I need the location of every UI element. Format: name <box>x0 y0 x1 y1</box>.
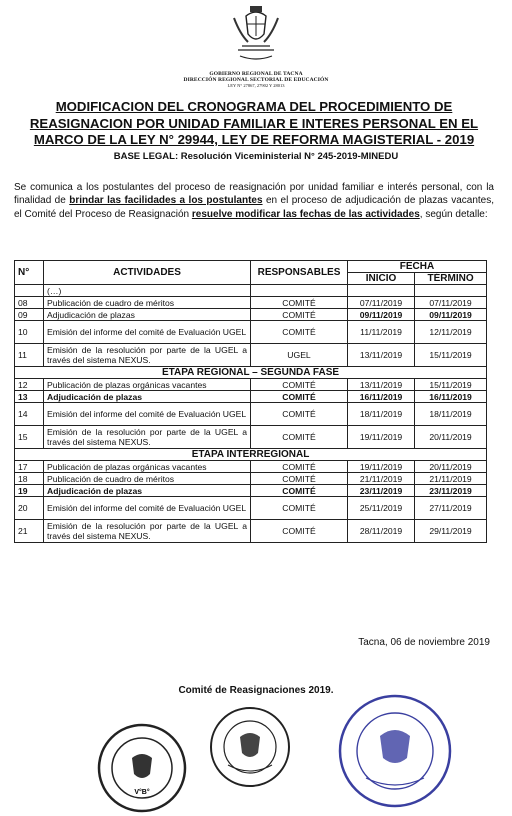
header-org2: DIRECCIÓN REGIONAL SECTORIAL DE EDUCACIÓN <box>183 77 329 83</box>
cell-responsable: COMITÉ <box>251 485 348 497</box>
intro-paragraph: Se comunica a los postulantes del proceso de reasignación por unidad familiar e interés personal, con la finalidad de brindar las facilidades a los postulantes en el proceso de adjudicación de plazas vacantes, el Comité del Proceso de Reasignación resuelve modificar las fechas de las actividades, según detalle: <box>14 182 494 220</box>
cell-activity: Publicación de plazas orgánicas vacantes <box>44 379 251 391</box>
table-row <box>15 321 487 344</box>
cell-inicio: 11/11/2019 <box>348 321 415 344</box>
cell-activity: Emisión de la resolución por parte de la UGEL a través del sistema NEXUS. <box>44 520 251 543</box>
cell-inicio: 16/11/2019 <box>348 391 415 403</box>
date-line: Tacna, 06 de noviembre 2019 <box>358 637 490 648</box>
cell-responsable: COMITÉ <box>251 379 348 391</box>
table-row <box>15 485 487 497</box>
cell-responsable: COMITÉ <box>251 520 348 543</box>
cell-termino: 15/11/2019 <box>415 344 487 367</box>
cell-responsable: COMITÉ <box>251 426 348 449</box>
cell-activity: Publicación de plazas orgánicas vacantes <box>44 461 251 473</box>
stage-row <box>15 449 487 461</box>
cell-no: 17 <box>15 461 44 473</box>
cell-termino: 09/11/2019 <box>415 309 487 321</box>
seal-ugel-icon <box>96 722 188 814</box>
table-row <box>15 379 487 391</box>
cell-termino: 29/11/2019 <box>415 520 487 543</box>
header-law: LEY N° 27867, 27902 Y 28013 <box>227 83 285 88</box>
cell-activity: Adjudicación de plazas <box>44 391 251 403</box>
cell-inicio: 19/11/2019 <box>348 426 415 449</box>
svg-text:V°B°: V°B° <box>134 789 150 796</box>
col-responsables: RESPONSABLES <box>251 261 348 285</box>
cell-activity: Adjudicación de plazas <box>44 485 251 497</box>
seal-gobierno-icon <box>208 705 292 789</box>
schedule-table <box>14 260 487 543</box>
page-title: MODIFICACION DEL CRONOGRAMA DEL PROCEDIMIENTO DE REASIGNACION POR UNIDAD FAMILIAR E INTERES PERSONAL EN EL MARCO DE LA LEY N° 29944, LEY DE REFORMA MAGISTERIAL - 2019 <box>29 99 479 147</box>
table-row <box>15 497 487 520</box>
cell-inicio: 07/11/2019 <box>348 297 415 309</box>
cell-no: 14 <box>15 403 44 426</box>
cell-no: 15 <box>15 426 44 449</box>
cell-inicio: 09/11/2019 <box>348 309 415 321</box>
cell-activity: Emisión del informe del comité de Evaluación UGEL <box>44 403 251 426</box>
signature-line: Comité de Reasignaciones 2019. <box>178 685 334 696</box>
letterhead <box>0 4 512 88</box>
cell-termino: 15/11/2019 <box>415 379 487 391</box>
table-row <box>15 473 487 485</box>
col-fecha: FECHA <box>348 261 487 273</box>
table-row <box>15 344 487 367</box>
stage-row <box>15 367 487 379</box>
seal-dre-icon <box>336 692 454 810</box>
cell-activity: Emisión de la resolución por parte de la UGEL a través del sistema NEXUS. <box>44 426 251 449</box>
cell-no: 18 <box>15 473 44 485</box>
cell-inicio: 13/11/2019 <box>348 344 415 367</box>
cell-activity: Emisión del informe del comité de Evaluación UGEL <box>44 497 251 520</box>
cell-no: 20 <box>15 497 44 520</box>
cell-responsable: COMITÉ <box>251 297 348 309</box>
stage-label: ETAPA REGIONAL – SEGUNDA FASE <box>15 367 487 379</box>
table-row <box>15 461 487 473</box>
cell-responsable: COMITÉ <box>251 403 348 426</box>
cell-responsable: COMITÉ <box>251 309 348 321</box>
cell-no: 12 <box>15 379 44 391</box>
cell-termino: 18/11/2019 <box>415 403 487 426</box>
cell-termino: 21/11/2019 <box>415 473 487 485</box>
table-row <box>15 520 487 543</box>
header-org1: GOBIERNO REGIONAL DE TACNA <box>209 71 303 77</box>
cell-responsable: COMITÉ <box>251 391 348 403</box>
cell-no: 13 <box>15 391 44 403</box>
cell-termino: 12/11/2019 <box>415 321 487 344</box>
table-row <box>15 309 487 321</box>
ellipsis-row: (…) <box>44 285 251 297</box>
col-inicio: INICIO <box>348 273 415 285</box>
cell-inicio: 25/11/2019 <box>348 497 415 520</box>
coat-of-arms-icon <box>226 4 286 66</box>
cell-responsable: UGEL <box>251 344 348 367</box>
col-termino: TÉRMINO <box>415 273 487 285</box>
cell-activity: Emisión de la resolución por parte de la UGEL a través del sistema NEXUS. <box>44 344 251 367</box>
cell-termino: 27/11/2019 <box>415 497 487 520</box>
cell-no: 21 <box>15 520 44 543</box>
table-row <box>15 403 487 426</box>
base-legal: BASE LEGAL: Resolución Viceministerial N° 245-2019-MINEDU <box>113 151 399 162</box>
table-row <box>15 391 487 403</box>
cell-termino: 20/11/2019 <box>415 426 487 449</box>
cell-no: 08 <box>15 297 44 309</box>
cell-responsable: COMITÉ <box>251 473 348 485</box>
cell-inicio: 21/11/2019 <box>348 473 415 485</box>
cell-activity: Adjudicación de plazas <box>44 309 251 321</box>
cell-activity: Emisión del informe del comité de Evaluación UGEL <box>44 321 251 344</box>
cell-activity: Publicación de cuadro de méritos <box>44 473 251 485</box>
cell-no: 19 <box>15 485 44 497</box>
cell-responsable: COMITÉ <box>251 461 348 473</box>
cell-inicio: 18/11/2019 <box>348 403 415 426</box>
cell-responsable: COMITÉ <box>251 321 348 344</box>
cell-termino: 20/11/2019 <box>415 461 487 473</box>
table-row <box>15 426 487 449</box>
cell-responsable: COMITÉ <box>251 497 348 520</box>
cell-activity: Publicación de cuadro de méritos <box>44 297 251 309</box>
cell-termino: 07/11/2019 <box>415 297 487 309</box>
stage-label: ETAPA INTERREGIONAL <box>15 449 487 461</box>
cell-termino: 16/11/2019 <box>415 391 487 403</box>
cell-inicio: 28/11/2019 <box>348 520 415 543</box>
col-activities: ACTIVIDADES <box>44 261 251 285</box>
table-row <box>15 297 487 309</box>
cell-no: 11 <box>15 344 44 367</box>
cell-no: 09 <box>15 309 44 321</box>
cell-inicio: 19/11/2019 <box>348 461 415 473</box>
cell-termino: 23/11/2019 <box>415 485 487 497</box>
cell-no: 10 <box>15 321 44 344</box>
cell-inicio: 23/11/2019 <box>348 485 415 497</box>
cell-inicio: 13/11/2019 <box>348 379 415 391</box>
col-no: N° <box>15 261 44 285</box>
